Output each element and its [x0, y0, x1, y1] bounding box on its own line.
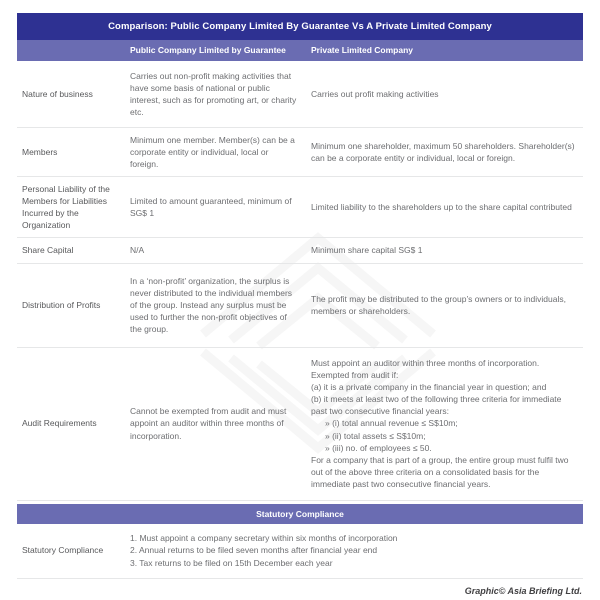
audit-line: Must appoint an auditor within three months of incorporation.: [311, 358, 540, 369]
comparison-table: [17, 13, 583, 596]
audit-line: (b) it meets at least two of the following three criteria for immediate past two consecutive financial years:: [311, 394, 562, 417]
public-company-cell: Limited to amount guaranteed, minimum of SG$ 1: [130, 196, 292, 219]
table-row-statutory-compliance: [17, 524, 583, 579]
private-company-cell: Minimum one shareholder, maximum 50 shareholders. Shareholder(s) can be a corporate entity or individual, local or foreign.: [311, 141, 575, 164]
audit-line: Exempted from audit if:: [311, 370, 399, 381]
public-company-cell: In a ‘non-profit’ organization, the surplus is never distributed to the individual members of the group. Instead any surplus must be used to further the non-profit objectives of the group.: [130, 275, 293, 335]
credit-text: Graphic© Asia Briefing Ltd.: [464, 585, 582, 596]
audit-bullet-line: » (iii) no. of employees ≤ 50.: [325, 442, 432, 453]
row-label: Audit Requirements: [22, 418, 97, 429]
column-header-public-company: Public Company Limited by Guarantee: [130, 45, 286, 55]
public-company-cell: Cannot be exempted from audit and must appoint an auditor within three months of incorporation.: [130, 406, 287, 441]
statutory-compliance-cell: [130, 526, 583, 574]
audit-line: (a) it is a private company in the financial year in question; and: [311, 382, 547, 393]
statutory-compliance-section-header: Statutory Compliance: [17, 504, 583, 524]
audit-bullet-line: » (i) total annual revenue ≤ S$10m;: [325, 418, 458, 429]
private-company-cell: Limited liability to the shareholders up to the share capital contributed: [311, 202, 572, 213]
private-company-cell: Minimum share capital SG$ 1: [311, 245, 423, 256]
row-label: Nature of business: [22, 88, 93, 99]
public-company-cell: Minimum one member. Member(s) can be a corporate entity or individual, local or foreign.: [130, 135, 295, 170]
statutory-item: 2. Annual returns to be filed seven months after financial year end: [130, 545, 378, 556]
statutory-item: 3. Tax returns to be filed on 15th December each year: [130, 557, 333, 568]
public-company-cell: Carries out non-profit making activities that have some basis of national or public interest, such as for promoting art, or charity etc.: [130, 70, 297, 118]
column-header-private-company: Private Limited Company: [311, 45, 414, 55]
table-row-personal-liability: [17, 177, 583, 238]
audit-line: For a company that is part of a group, the entire group must fulfil two out of the above three criteria on a consolidated basis for the immediate past two consecutive financial years.: [311, 454, 569, 489]
row-label: Personal Liability of the Members for Liabilities Incurred by the Organization: [22, 184, 110, 231]
row-label: Share Capital: [22, 245, 74, 256]
public-company-cell: N/A: [130, 245, 145, 256]
row-label: Members: [22, 147, 58, 158]
table-title: Comparison: Public Company Limited By Guarantee Vs A Private Limited Company: [17, 13, 583, 40]
private-company-cell: [311, 351, 583, 496]
statutory-item: 1. Must appoint a company secretary within six months of incorporation: [130, 533, 398, 544]
row-label: Statutory Compliance: [22, 545, 104, 556]
private-company-cell: Carries out profit making activities: [311, 88, 439, 99]
table-row-share-capital: [17, 238, 583, 263]
row-label: Distribution of Profits: [22, 299, 101, 310]
table-row-members: [17, 128, 583, 177]
table-row-audit-requirements: [17, 348, 583, 501]
table-row-distribution-of-profits: [17, 264, 583, 348]
column-header-row: [17, 40, 583, 61]
table-row-nature-of-business: [17, 61, 583, 128]
private-company-cell: The profit may be distributed to the group’s owners or to individuals, members or shareholders.: [311, 293, 566, 316]
audit-bullet-line: » (ii) total assets ≤ S$10m;: [325, 430, 426, 441]
